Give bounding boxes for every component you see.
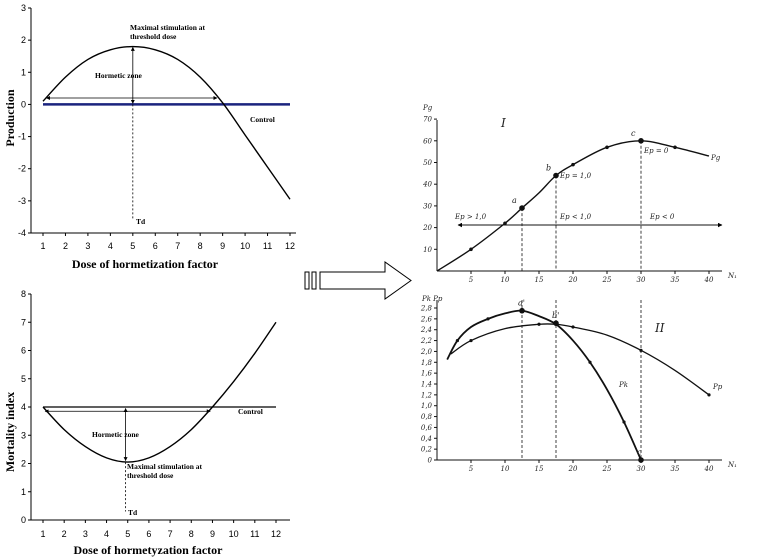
mortality-y-tick-label: 6 (20, 345, 26, 356)
mortality-x-tick-label: 1 (40, 529, 46, 539)
production-chart (3, 3, 296, 271)
panel-I-y-tick-label: 60 (423, 137, 432, 146)
panel-I-y-tick-label: 70 (423, 115, 432, 124)
panel-II-key-point (519, 308, 525, 314)
mortality-zone-label: Hormetic zone (92, 430, 139, 439)
panel-I-curve-label-1: Ep = 1,0 (560, 172, 592, 180)
mortality-y-ticks (21, 289, 31, 525)
production-x-axis-label: Dose of hormetization factor (71, 257, 219, 271)
panel-II-x-tick-label: 40 (704, 465, 714, 473)
panel-II-pp-marker (707, 393, 710, 396)
panel-I-curve-label-2: Ep = 0 (644, 147, 669, 155)
panel-II-x-tick-label: 20 (568, 465, 578, 473)
panel-I-key-point (638, 138, 644, 144)
panel-II-y-tick-label: 0,2 (420, 445, 432, 454)
production-y-tick-label: -2 (17, 163, 26, 174)
panel-II-y-tick-label: 0,8 (420, 413, 432, 422)
panel-II-y-tick-label: 1,0 (420, 402, 432, 411)
panel-II-y-tick-label: 2,2 (420, 337, 432, 346)
panel-I-x-tick-label: 10 (500, 276, 510, 284)
panel-I-x-tick-label: 5 (468, 276, 474, 284)
production-x-tick-label: 1 (40, 241, 46, 251)
panel-I-y-axis-label: Pg (423, 104, 433, 112)
panel-I-point-marker (503, 221, 507, 225)
mortality-x-tick-label: 5 (125, 529, 131, 539)
mortality-x-tick-label: 2 (61, 529, 67, 539)
panel-II-y-tick-label: 0,4 (420, 434, 432, 443)
panel-II-y-ticks (420, 305, 437, 465)
panel-II-y-tick-label: 2,6 (420, 315, 432, 324)
panel-I-markers (469, 139, 677, 251)
panel-I-series-label: Pg (711, 154, 721, 162)
panel-II-y-tick-label: 1,2 (420, 391, 432, 400)
panel-II-y-tick-label: 0,6 (420, 423, 432, 432)
production-x-tick-label: 9 (220, 241, 226, 251)
panel-I-y-ticks (422, 116, 437, 254)
panel-I-point-label: b (546, 163, 552, 173)
panel-II-key-point (638, 457, 644, 463)
mortality-x-tick-label: 8 (188, 529, 194, 539)
mortality-y-tick-label: 0 (20, 515, 26, 525)
production-y-tick-label: 3 (20, 3, 26, 13)
panel-II-x-tick-label: 25 (602, 465, 612, 473)
mortality-y-tick-label: 2 (20, 458, 26, 469)
mortality-x-tick-label: 9 (209, 529, 215, 539)
production-y-tick-label: -1 (17, 131, 26, 142)
panel-I-key-point (519, 205, 525, 211)
mortality-chart (3, 289, 290, 557)
production-x-tick-label: 5 (130, 241, 136, 251)
panel-I-point-marker (469, 248, 473, 252)
panel-II-y-tick-label: 1,6 (420, 369, 432, 378)
panel-II-y-tick-label: 1,8 (420, 358, 432, 367)
production-y-tick-label: 0 (20, 99, 26, 110)
panel-II-y-axis-label: Pk Pp (422, 295, 443, 303)
panel-I-x-tick-label: 35 (670, 276, 680, 284)
panel-I-arrow-label-2: Ep < 1,0 (560, 213, 592, 221)
mortality-x-tick-label: 7 (167, 529, 173, 539)
panel-II-x-tick-label: 35 (670, 465, 680, 473)
panel-I-arrow-label-1: Ep > 1,0 (455, 213, 487, 221)
production-x-tick-label: 2 (62, 241, 68, 251)
panel-II-roman-label: II (655, 321, 665, 335)
scan-panel-I (422, 104, 737, 284)
panel-II-pp-label: Pp (713, 383, 723, 391)
panel-I-point-marker (673, 146, 677, 150)
production-x-tick-label: 8 (197, 241, 203, 251)
panel-I-point-label: c (631, 128, 636, 138)
mortality-x-ticks (40, 520, 281, 539)
mortality-peak-label: Maximal stimulation at threshold dose (127, 462, 202, 480)
mortality-y-tick-label: 3 (20, 430, 26, 441)
production-x-tick-label: 12 (284, 241, 296, 251)
production-y-ticks (18, 3, 31, 238)
panel-II-y-tick-label: 0 (427, 456, 432, 465)
panel-II-pk-curve (447, 311, 641, 460)
panel-I-x-tick-label: 40 (704, 276, 714, 284)
panel-II-pp-marker (639, 349, 642, 352)
panel-II-pp-curve (451, 324, 709, 395)
panel-II-pk-marker (588, 361, 591, 364)
production-x-ticks (40, 233, 295, 251)
panel-II-pk-label: Pk (619, 381, 628, 389)
mortality-x-tick-label: 10 (228, 529, 239, 539)
panel-II-pp-marker (537, 323, 540, 326)
production-td-label: Td (136, 217, 146, 226)
scan-panel-II (420, 295, 737, 473)
panel-I-x-axis-label: N₁ (728, 272, 737, 280)
mortality-x-tick-label: 3 (82, 529, 88, 539)
panel-II-point-label: c (637, 448, 642, 457)
mortality-td-label: Td (128, 508, 138, 517)
panel-I-y-tick-label: 20 (423, 224, 432, 233)
production-x-tick-label: 3 (85, 241, 91, 251)
production-y-tick-label: 1 (20, 67, 26, 78)
panel-II-pk-marker (486, 317, 489, 320)
panel-I-x-tick-label: 20 (568, 276, 578, 284)
mortality-y-tick-label: 4 (20, 402, 26, 412)
mortality-y-tick-label: 1 (20, 486, 26, 497)
panel-II-y-tick-label: 2,4 (420, 326, 432, 335)
mortality-x-tick-label: 4 (104, 529, 110, 539)
panel-I-point-marker (605, 146, 609, 150)
panel-I-x-tick-label: 25 (602, 276, 612, 284)
panel-I-x-tick-label: 30 (636, 276, 646, 284)
production-y-tick-label: 2 (20, 35, 26, 46)
mortality-y-tick-label: 8 (20, 289, 26, 299)
panel-II-point-label: a' (518, 298, 525, 308)
panel-II-y-tick-label: 1,4 (420, 380, 432, 389)
panel-II-pp-marker (469, 339, 472, 342)
panel-I-x-ticks (469, 271, 714, 284)
production-peak-label: Maximal stimulation at threshold dose (130, 23, 205, 41)
panel-II-pp-marker (571, 325, 574, 328)
panel-II-x-tick-label: 15 (534, 465, 544, 473)
panel-II-x-tick-label: 30 (636, 465, 646, 473)
panel-I-arrow-label-3: Ep < 0 (650, 213, 675, 221)
panel-II-markers (456, 309, 711, 423)
mortality-response-curve (43, 322, 276, 462)
mortality-x-axis-label: Dose of hormetyzation factor (73, 543, 223, 557)
production-x-tick-label: 4 (107, 241, 113, 251)
mortality-control-label: Control (238, 407, 263, 416)
production-x-tick-label: 10 (240, 241, 251, 251)
panel-I-key-point (553, 173, 559, 179)
panel-I-x-tick-label: 15 (534, 276, 544, 284)
panel-I-point-marker (571, 163, 575, 167)
production-y-tick-label: -3 (17, 195, 26, 206)
mortality-x-tick-label: 6 (146, 529, 152, 539)
mortality-x-tick-label: 12 (270, 529, 282, 539)
panel-II-x-ticks (469, 460, 714, 473)
panel-II-y-tick-label: 2,8 (420, 304, 432, 313)
panel-I-y-tick-label: 10 (423, 245, 432, 254)
panel-II-point-label: b' (552, 311, 560, 321)
panel-I-y-tick-label: 40 (423, 180, 432, 189)
production-y-axis-label: Production (3, 89, 17, 147)
production-x-tick-label: 7 (175, 241, 181, 251)
panel-II-pk-marker (622, 420, 625, 423)
panel-I-y-tick-label: 30 (423, 202, 432, 211)
production-y-tick-label: -4 (17, 228, 26, 238)
panel-II-x-tick-label: 10 (500, 465, 510, 473)
production-x-tick-label: 6 (152, 241, 158, 251)
panel-I-point-label: a (512, 196, 517, 206)
mortality-x-tick-label: 11 (250, 529, 260, 539)
production-zone-label: Hormetic zone (95, 71, 142, 80)
panel-II-key-point (553, 320, 559, 326)
panel-I-pg-curve (437, 141, 709, 271)
mortality-y-tick-label: 7 (20, 317, 26, 328)
panel-II-x-tick-label: 5 (468, 465, 474, 473)
panel-I-roman-label: I (501, 116, 506, 130)
panel-II-x-axis-label: N₁ (728, 461, 737, 469)
panel-II-pk-marker (456, 339, 459, 342)
production-control-label: Control (250, 115, 275, 124)
production-x-tick-label: 11 (262, 241, 273, 251)
panel-II-y-tick-label: 2,0 (420, 347, 432, 356)
transition-arrow (305, 262, 411, 299)
mortality-y-axis-label: Mortality index (3, 391, 17, 473)
mortality-y-tick-label: 5 (20, 373, 26, 384)
panel-I-y-tick-label: 50 (423, 159, 432, 167)
